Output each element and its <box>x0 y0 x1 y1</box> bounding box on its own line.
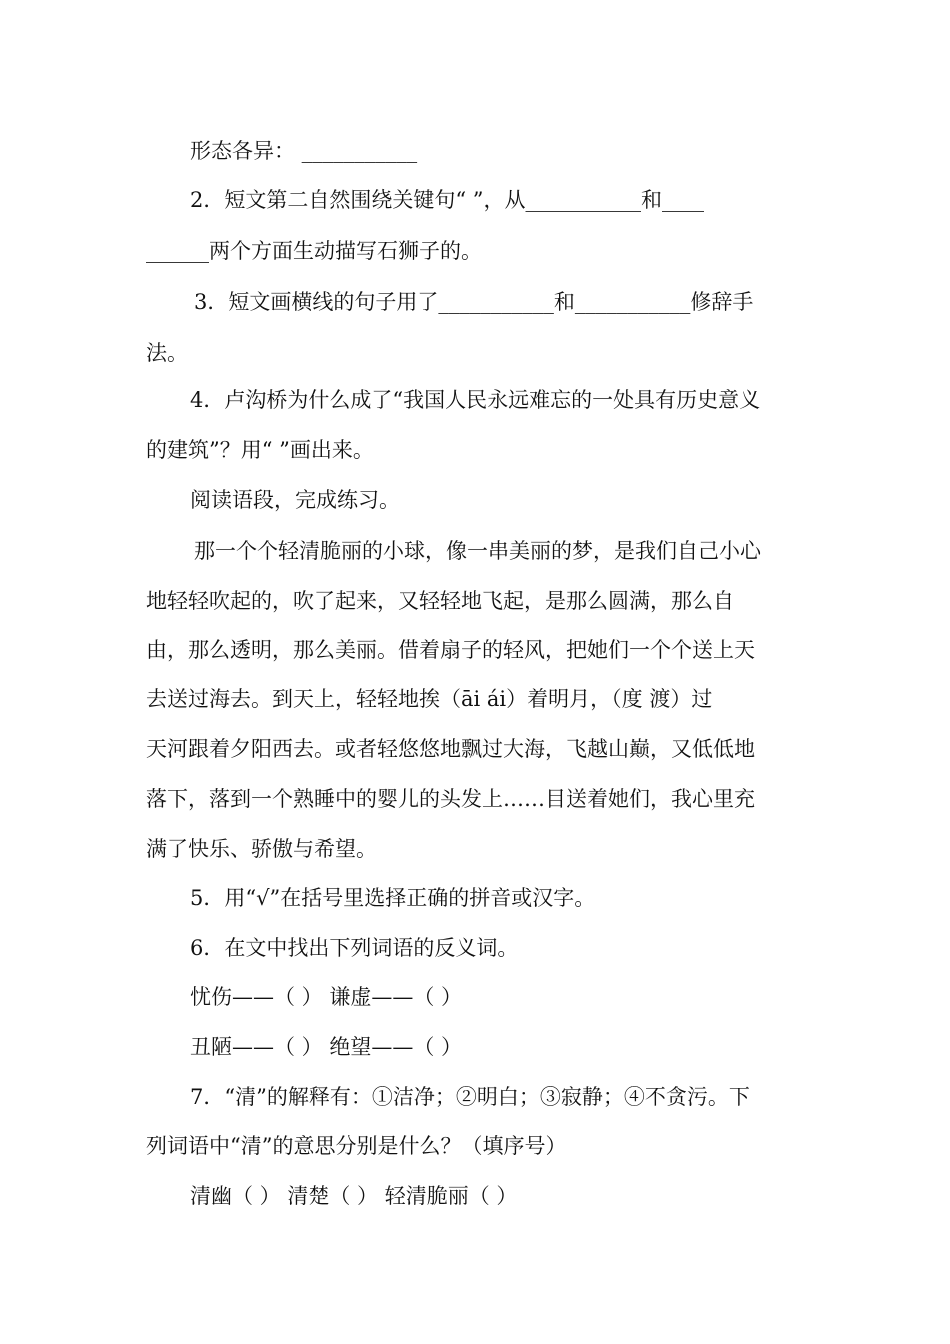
question-7-line-1: 7．“清”的解释有：①洁净；②明白；③寂静；④不贪污。下 <box>190 1085 750 1109</box>
question-2-line-2: ______两个方面生动描写石狮子的。 <box>146 239 482 263</box>
question-4-line-1: 4．卢沟桥为什么成了“我国人民永远难忘的一处具有历史意义 <box>190 388 761 412</box>
passage-line-3: 由，那么透明，那么美丽。借着扇子的轻风，把她们一个个送上天 <box>146 638 755 662</box>
passage-line-6: 落下，落到一个熟睡中的婴儿的头发上……目送着她们，我心里充 <box>146 787 755 811</box>
passage-line-1: 那一个个轻清脆丽的小球，像一串美丽的梦，是我们自己小心 <box>194 539 761 563</box>
antonym-row-1: 忧伤——（ ） 谦虚——（ ） <box>190 985 463 1009</box>
passage-line-4: 去送过海去。到天上，轻轻地挨（āi ái）着明月，（度 渡）过 <box>146 687 713 711</box>
question-3-line-2: 法。 <box>146 341 188 365</box>
question-6: 6．在文中找出下列词语的反义词。 <box>190 936 519 960</box>
question-3-line-1: 3．短文画横线的句子用了___________和___________修辞手 <box>194 290 754 314</box>
passage-line-2: 地轻轻吹起的，吹了起来，又轻轻地飞起，是那么圆满，那么自 <box>146 589 734 613</box>
passage-line-5: 天河跟着夕阳西去。或者轻悠悠地飘过大海，飞越山巅，又低低地 <box>146 737 755 761</box>
answer-line-shape: 形态各异： ___________ <box>190 139 418 163</box>
question-7-answers: 清幽（ ） 清楚（ ） 轻清脆丽（ ） <box>190 1184 518 1208</box>
question-2-line-1: 2．短文第二自然围绕关键句“ ”，从___________和____ <box>190 188 705 212</box>
question-7-line-2: 列词语中“清”的意思分别是什么？（填序号） <box>146 1134 567 1158</box>
reading-instruction: 阅读语段，完成练习。 <box>190 488 400 512</box>
passage-line-7: 满了快乐、骄傲与希望。 <box>146 837 377 861</box>
antonym-row-2: 丑陋——（ ） 绝望——（ ） <box>190 1035 463 1059</box>
question-5: 5．用“√”在括号里选择正确的拼音或汉字。 <box>190 886 596 910</box>
question-4-line-2: 的建筑”？用“ ”画出来。 <box>146 438 374 462</box>
